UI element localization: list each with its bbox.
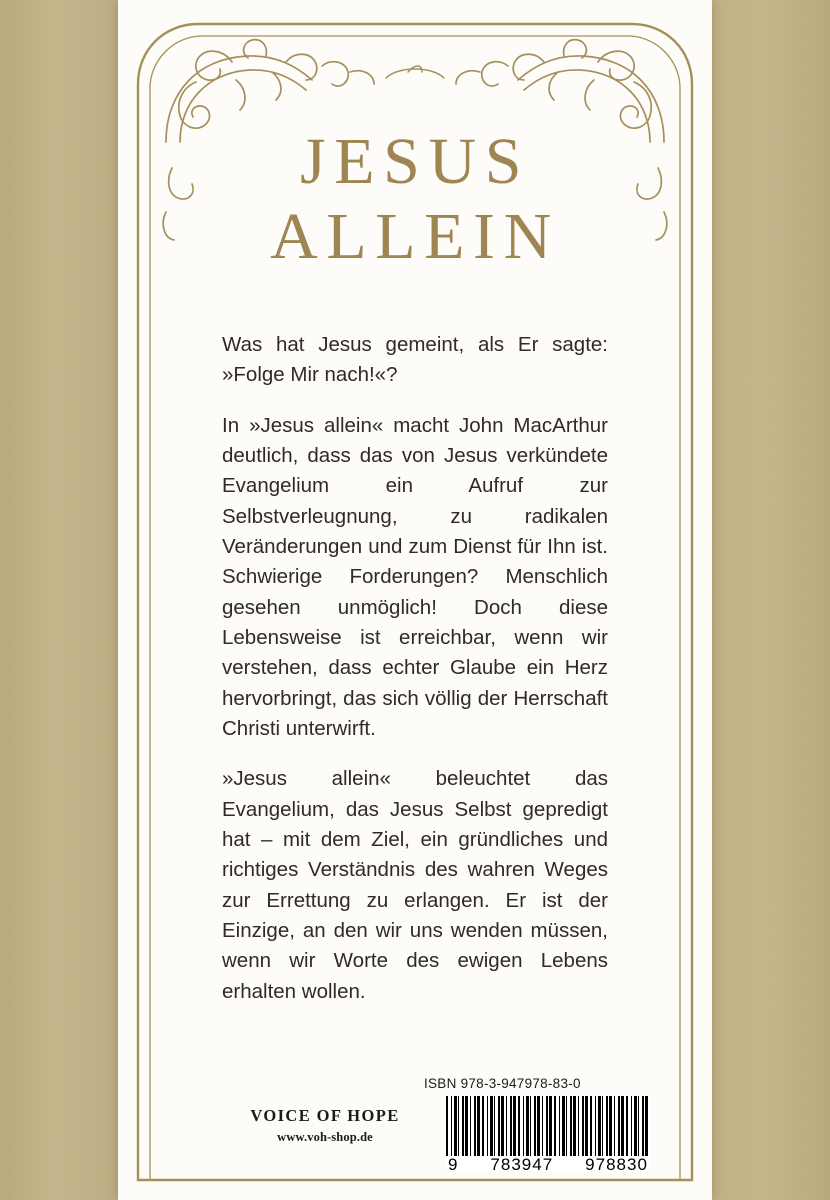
barcode-group-right: 978830: [585, 1155, 648, 1174]
page-title: [118, 125, 712, 274]
blurb-text: [222, 330, 608, 1007]
blurb-paragraph-2: In »Jesus allein« macht John MacArthur deutlich, dass das von Jesus verkündete Evangelium ein Aufruf zur Selbstverleugnung, zu radikalen Veränderungen und zum Dienst für Ihn ist. Schwierige Forderungen? Menschlich gesehen unmöglich! Doch diese Lebensweise ist erreichbar, wenn wir verstehen, dass echter Glaube ein Herz hervorbringt, das sich völlig der Herrschaft Christi unterwirft.: [222, 413, 608, 740]
barcode-lead-digit: 9: [448, 1155, 459, 1174]
title-line-2: ALLEIN: [270, 200, 560, 274]
publisher-name: VOICE OF HOPE: [250, 1106, 400, 1125]
barcode: [446, 1096, 650, 1174]
publisher-imprint: [230, 1106, 420, 1145]
barcode-bars-icon: [446, 1096, 650, 1156]
isbn-label: ISBN 978-3-947978-83-0: [424, 1076, 581, 1091]
cover-panel: [118, 0, 712, 1200]
barcode-group-left: 783947: [490, 1155, 554, 1174]
barcode-digits: [446, 1155, 650, 1175]
blurb-paragraph-3: »Jesus allein« beleuchtet das Evangelium, das Jesus Selbst gepredigt hat – mit dem Ziel, ein gründliches und richtiges Verständnis des wahren Weges zur Errettung zu erlangen. Er ist der Einzige, an den wir uns wenden müssen, wenn wir Worte des ewigen Lebens erhalten wollen.: [222, 767, 608, 1003]
publisher-website: www.voh-shop.de: [277, 1130, 373, 1144]
right-cloth-band: [712, 0, 830, 1200]
blurb-paragraph-1: Was hat Jesus gemeint, als Er sagte: »Folge Mir nach!«?: [222, 333, 608, 387]
left-cloth-band: [0, 0, 118, 1200]
title-line-1: JESUS: [300, 125, 530, 198]
